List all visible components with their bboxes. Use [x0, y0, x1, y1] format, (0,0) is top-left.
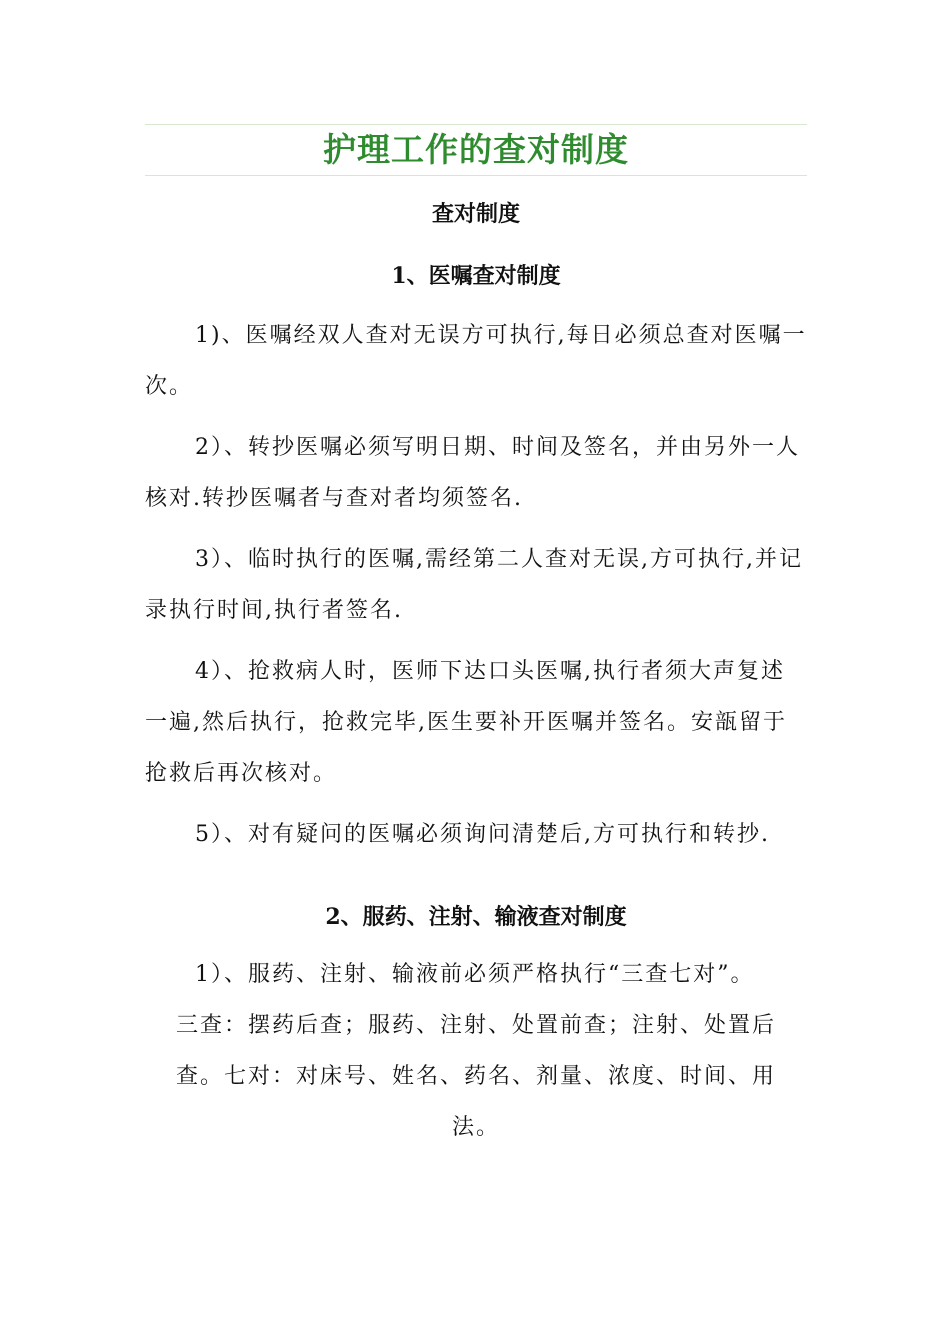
document-subtitle: 查对制度: [431, 201, 520, 227]
section1-paragraph: 2）、转抄医嘱必须写明日期、时间及签名，并由另外一人核对.转抄医嘱者与查对者均须签名.: [145, 435, 800, 511]
section2-heading: 2、服药、注射、输液查对制度: [325, 904, 627, 930]
title-bottom-rule: [145, 175, 807, 176]
section2-paragraph-continuation: 三查：摆药后查；服药、注射、处置前查；注射、处置后查。七对：对床号、姓名、药名、剂量、浓度、时间、用法。: [175, 1013, 776, 1140]
section1-paragraph: 4）、抢救病人时，医师下达口头医嘱,执行者须大声复述一遍,然后执行，抢救完毕,医生要补开医嘱并签名。安瓿留于抢救后再次核对。: [145, 659, 787, 786]
section2-paragraph-first-line: 1）、服药、注射、输液前必须严格执行“三查七对”。: [195, 962, 755, 987]
document-page: [145, 124, 807, 1153]
section1-paragraph: 3）、临时执行的医嘱,需经第二人查对无误,方可执行,并记录执行时间,执行者签名.: [145, 547, 803, 623]
section1-paragraph: 5）、对有疑问的医嘱必须询问清楚后,方可执行和转抄.: [195, 822, 770, 847]
section1-heading: 1、医嘱查对制度: [391, 263, 561, 289]
section1-paragraph: 1)、医嘱经双人查对无误方可执行,每日必须总查对医嘱一次。: [145, 323, 807, 399]
document-title: 护理工作的查对制度: [323, 130, 629, 169]
section1-body: [145, 310, 807, 860]
section2-body: [145, 949, 807, 1153]
